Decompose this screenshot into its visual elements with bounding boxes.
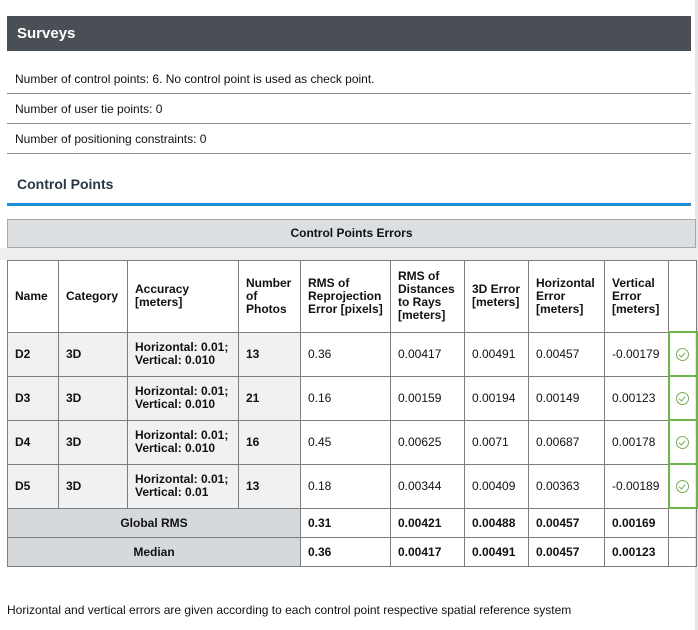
control-points-title: Control Points bbox=[17, 176, 114, 192]
cell-accuracy bbox=[128, 420, 239, 464]
table-row-d4 bbox=[8, 420, 697, 464]
table-row-d3 bbox=[8, 376, 697, 420]
control-points-errors-title: Control Points Errors bbox=[7, 219, 696, 248]
table-header-row bbox=[8, 261, 697, 333]
reference-system-footnote: Horizontal and vertical errors are given according to each control point respective spatial reference system bbox=[7, 603, 572, 617]
cell-vertical-error: 0.00178 bbox=[605, 420, 669, 464]
global-rms-vertical-error: 0.00169 bbox=[605, 508, 669, 538]
header-name: Name bbox=[8, 261, 59, 333]
accuracy-vertical: Vertical: 0.010 bbox=[135, 397, 216, 411]
cell-category: 3D bbox=[59, 464, 128, 508]
accuracy-vertical: Vertical: 0.010 bbox=[135, 441, 216, 455]
cell-name: D5 bbox=[8, 464, 59, 508]
cell-status bbox=[669, 464, 697, 508]
check-circle-icon bbox=[676, 392, 689, 405]
accuracy-horizontal: Horizontal: 0.01; bbox=[135, 384, 229, 398]
cell-category: 3D bbox=[59, 332, 128, 376]
header-accuracy: Accuracy [meters] bbox=[128, 261, 239, 333]
accuracy-horizontal: Horizontal: 0.01; bbox=[135, 428, 229, 442]
header-horizontal-error: Horizontal Error [meters] bbox=[529, 261, 605, 333]
accuracy-vertical: Vertical: 0.010 bbox=[135, 353, 216, 367]
header-3d-error: 3D Error [meters] bbox=[465, 261, 529, 333]
cell-rms-reprojection: 0.36 bbox=[301, 332, 391, 376]
control-points-errors-table bbox=[7, 260, 698, 567]
table-row-d5 bbox=[8, 464, 697, 508]
cell-name: D3 bbox=[8, 376, 59, 420]
cell-category: 3D bbox=[59, 420, 128, 464]
global-rms-horizontal-error: 0.00457 bbox=[529, 508, 605, 538]
median-row bbox=[8, 538, 697, 567]
user-tie-points-count: Number of user tie points: 0 bbox=[7, 94, 691, 124]
median-horizontal-error: 0.00457 bbox=[529, 538, 605, 567]
table-spacer bbox=[0, 248, 698, 260]
cell-category: 3D bbox=[59, 376, 128, 420]
cell-3d-error: 0.00194 bbox=[465, 376, 529, 420]
check-circle-icon bbox=[676, 436, 689, 449]
global-rms-reprojection: 0.31 bbox=[301, 508, 391, 538]
median-3d-error: 0.00491 bbox=[465, 538, 529, 567]
cell-rms-reprojection: 0.45 bbox=[301, 420, 391, 464]
accuracy-vertical: Vertical: 0.01 bbox=[135, 485, 209, 499]
control-points-count: Number of control points: 6. No control point is used as check point. bbox=[7, 64, 691, 94]
check-circle-icon bbox=[676, 480, 689, 493]
global-rms-distances: 0.00421 bbox=[391, 508, 465, 538]
cell-status bbox=[669, 332, 697, 376]
cell-accuracy bbox=[128, 332, 239, 376]
header-photos: Number of Photos bbox=[239, 261, 301, 333]
median-distances: 0.00417 bbox=[391, 538, 465, 567]
header-rms-distances: RMS of Distances to Rays [meters] bbox=[391, 261, 465, 333]
header-category: Category bbox=[59, 261, 128, 333]
positioning-constraints-count: Number of positioning constraints: 0 bbox=[7, 124, 691, 154]
cell-rms-distances: 0.00159 bbox=[391, 376, 465, 420]
cell-vertical-error: -0.00179 bbox=[605, 332, 669, 376]
accuracy-horizontal: Horizontal: 0.01; bbox=[135, 472, 229, 486]
median-vertical-error: 0.00123 bbox=[605, 538, 669, 567]
header-vertical-error: Vertical Error [meters] bbox=[605, 261, 669, 333]
cell-3d-error: 0.00409 bbox=[465, 464, 529, 508]
cell-horizontal-error: 0.00687 bbox=[529, 420, 605, 464]
cell-rms-reprojection: 0.18 bbox=[301, 464, 391, 508]
cell-rms-reprojection: 0.16 bbox=[301, 376, 391, 420]
check-circle-icon bbox=[676, 348, 689, 361]
median-status bbox=[669, 538, 697, 567]
cell-name: D2 bbox=[8, 332, 59, 376]
median-label: Median bbox=[8, 538, 301, 567]
cell-photos: 13 bbox=[239, 464, 301, 508]
cell-name: D4 bbox=[8, 420, 59, 464]
cell-horizontal-error: 0.00149 bbox=[529, 376, 605, 420]
cell-horizontal-error: 0.00363 bbox=[529, 464, 605, 508]
cell-accuracy bbox=[128, 376, 239, 420]
cell-status bbox=[669, 420, 697, 464]
cell-accuracy bbox=[128, 464, 239, 508]
cell-vertical-error: 0.00123 bbox=[605, 376, 669, 420]
global-rms-status bbox=[669, 508, 697, 538]
header-status bbox=[669, 261, 697, 333]
global-rms-3d-error: 0.00488 bbox=[465, 508, 529, 538]
global-rms-row bbox=[8, 508, 697, 538]
global-rms-label: Global RMS bbox=[8, 508, 301, 538]
cell-photos: 13 bbox=[239, 332, 301, 376]
cell-horizontal-error: 0.00457 bbox=[529, 332, 605, 376]
accuracy-horizontal: Horizontal: 0.01; bbox=[135, 340, 229, 354]
table-row-d2 bbox=[8, 332, 697, 376]
cell-photos: 21 bbox=[239, 376, 301, 420]
cell-rms-distances: 0.00625 bbox=[391, 420, 465, 464]
control-points-divider bbox=[7, 203, 691, 206]
median-reprojection: 0.36 bbox=[301, 538, 391, 567]
cell-rms-distances: 0.00417 bbox=[391, 332, 465, 376]
cell-vertical-error: -0.00189 bbox=[605, 464, 669, 508]
cell-photos: 16 bbox=[239, 420, 301, 464]
cell-3d-error: 0.00491 bbox=[465, 332, 529, 376]
cell-rms-distances: 0.00344 bbox=[391, 464, 465, 508]
cell-status bbox=[669, 376, 697, 420]
cell-3d-error: 0.0071 bbox=[465, 420, 529, 464]
surveys-section-header: Surveys bbox=[7, 16, 691, 51]
header-rms-reprojection: RMS of Reprojection Error [pixels] bbox=[301, 261, 391, 333]
